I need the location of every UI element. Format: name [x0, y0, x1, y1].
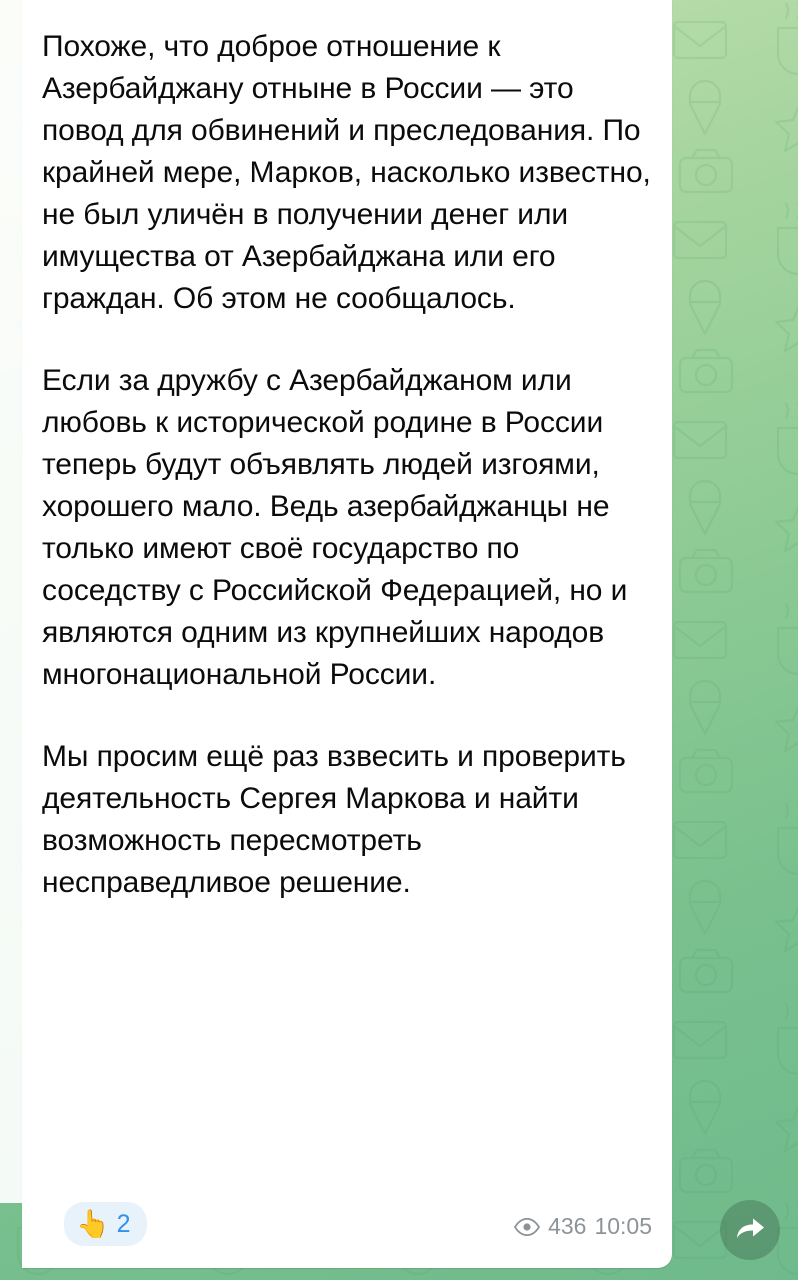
view-count: 436: [548, 1213, 587, 1239]
message-paragraph-1: Похоже, что доброе отношение к Азербайджану отныне в России — это повод для обвинений и преследования. По крайней мере, Марков, насколько известно, не был уличён в получении денег или имущества от Азербайджана или его граждан. Об этом не сообщалось.: [42, 30, 660, 315]
message-timestamp: 10:05: [594, 1213, 652, 1239]
message-bubble[interactable]: [22, 0, 672, 1268]
point-up-emoji: 👆: [76, 1209, 110, 1239]
eye-icon: [514, 1218, 540, 1236]
forward-arrow-icon: [734, 1216, 766, 1244]
previous-message-edge: [0, 0, 22, 1203]
message-meta: [514, 1213, 652, 1240]
message-paragraph-2: Если за дружбу с Азербайджаном или любовь к исторической родине в России теперь будут объявлять людей изгоями, хорошего мало. Ведь азербайджанцы не только имеют своё государство по соседству с Российской Федерацией, но и являются одним из крупнейших народов многонациональной России.: [42, 364, 636, 691]
reactions-row: [64, 1202, 147, 1246]
reaction-chip[interactable]: [64, 1202, 147, 1246]
forward-button[interactable]: [720, 1200, 780, 1260]
reaction-count: 2: [116, 1210, 131, 1238]
message-paragraph-3: Мы просим ещё раз взвесить и проверить деятельность Сергея Маркова и найти возможность пересмотреть несправедливое решение.: [42, 740, 635, 899]
